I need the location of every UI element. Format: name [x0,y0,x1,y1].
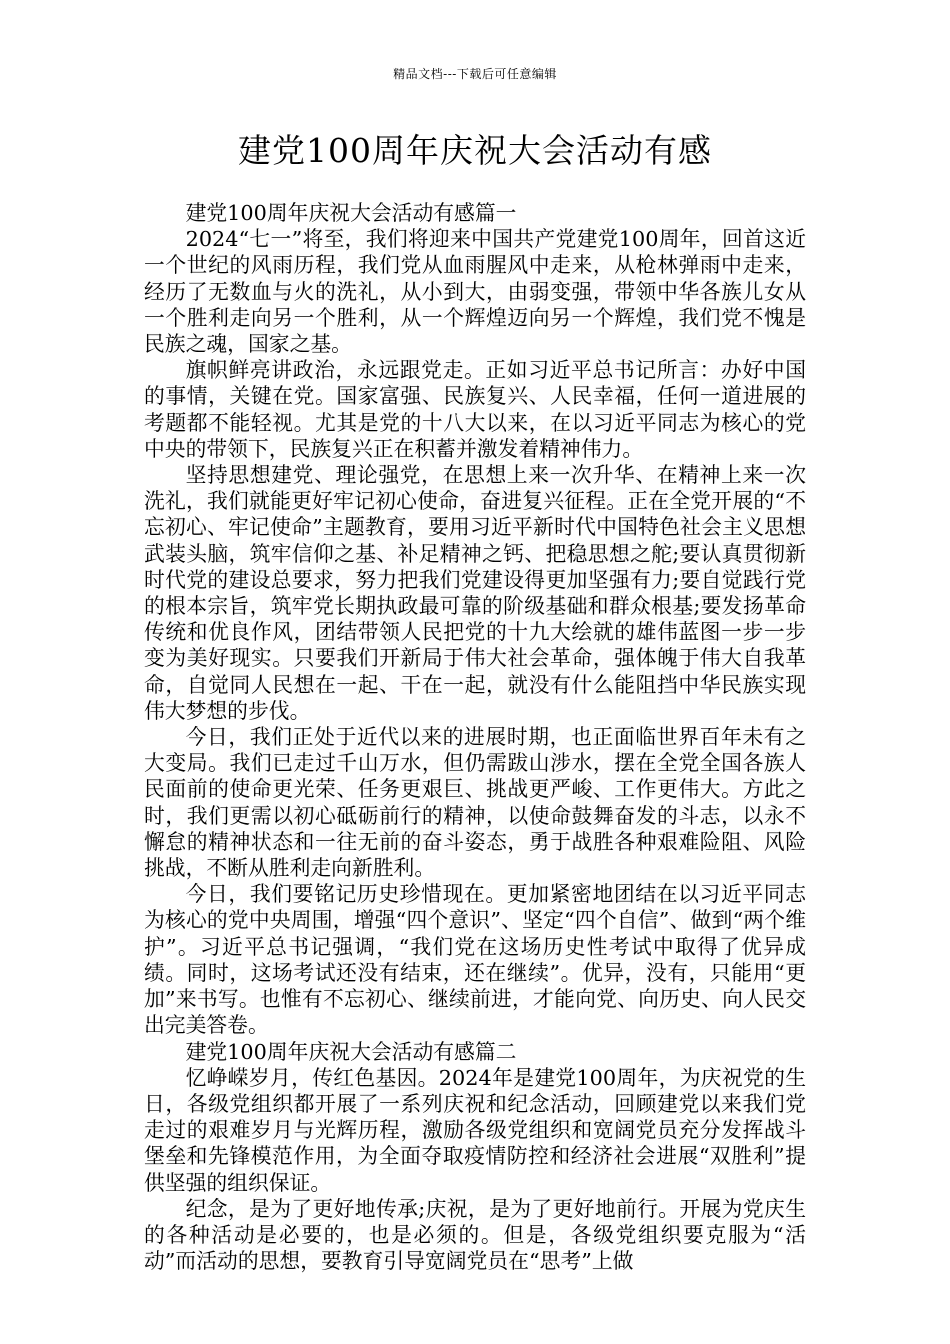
header-note: 精品文档---下载后可任意编辑 [393,67,557,81]
paragraph: 忆峥嵘岁月，传红色基因。2024年是建党100周年，为庆祝党的生日，各级党组织都开展了一系列庆祝和纪念活动，回顾建党以来我们党走过的艰难岁月与光辉历程，激励各级党组织和宽阔党员充分发挥战斗堡垒和先锋模范作用，为全面夺取疫情防控和经济社会进展“双胜利”提供坚强的组织保证。 [144,1065,806,1195]
paragraph: 2024“七一”将至，我们将迎来中国共产党建党100周年，回首这近一个世纪的风雨历程，我们党从血雨腥风中走来，从枪林弹雨中走来，经历了无数血与火的洗礼，从小到大，由弱变强，带领中华各族儿女从一个胜利走向另一个胜利，从一个辉煌迈向另一个辉煌，我们党不愧是民族之魂，国家之基。 [144,227,806,357]
paragraph: 纪念，是为了更好地传承;庆祝，是为了更好地前行。开展为党庆生的各种活动是必要的，也是必须的。但是，各级党组织要克服为“活动”而活动的思想，要教育引导宽阔党员在“思考”上做 [144,1196,806,1274]
paragraph: 旗帜鲜亮讲政治，永远跟党走。正如习近平总书记所言：办好中国的事情，关键在党。国家富强、民族复兴、人民幸福，任何一道进展的考题都不能轻视。尤其是党的十八大以来，在以习近平同志为核心的党中央的带领下，民族复兴正在积蓄并激发着精神伟力。 [144,358,806,461]
paragraph: 今日，我们要铭记历史珍惜现在。更加紧密地团结在以习近平同志为核心的党中央周围，增强“四个意识”、坚定“四个自信”、做到“两个维护”。习近平总书记强调，“我们党在这场历史性考试中取得了优异成绩。同时，这场考试还没有结束，还在继续”。优异，没有，只能用“更加”来书写。也惟有不忘初心、继续前进，才能向党、向历史、向人民交出完美答卷。 [144,882,806,1038]
document-title: 建党100周年庆祝大会活动有感 [238,131,712,170]
paragraph: 今日，我们正处于近代以来的进展时期，也正面临世界百年未有之大变局。我们已走过千山万水，但仍需跋山涉水，摆在全党全国各族人民面前的使命更光荣、任务更艰巨、挑战更严峻、工作更伟大。方此之时，我们更需以初心砥砺前行的精神，以使命鼓舞奋发的斗志，以永不懈怠的精神状态和一往无前的奋斗姿态，勇于战胜各种艰难险阻、风险挑战，不断从胜利走向新胜利。 [144,725,806,881]
section-heading-2: 建党100周年庆祝大会活动有感篇二 [185,1039,517,1064]
paragraph: 坚持思想建党、理论强党，在思想上来一次升华、在精神上来一次洗礼，我们就能更好牢记初心使命，奋进复兴征程。正在全党开展的“不忘初心、牢记使命”主题教育，要用习近平新时代中国特色社会主义思想武装头脑，筑牢信仰之基、补足精神之钙、把稳思想之舵;要认真贯彻新时代党的建设总要求，努力把我们党建设得更加坚强有力;要自觉践行党的根本宗旨，筑牢党长期执政最可靠的阶级基础和群众根基;要发扬革命传统和优良作风，团结带领人民把党的十九大绘就的雄伟蓝图一步一步变为美好现实。只要我们开新局于伟大社会革命，强体魄于伟大自我革命，自觉同人民想在一起、干在一起，就没有什么能阻挡中华民族实现伟大梦想的步伐。 [144,463,806,723]
section-heading-1: 建党100周年庆祝大会活动有感篇一 [185,201,517,225]
document-body [144,200,806,1274]
